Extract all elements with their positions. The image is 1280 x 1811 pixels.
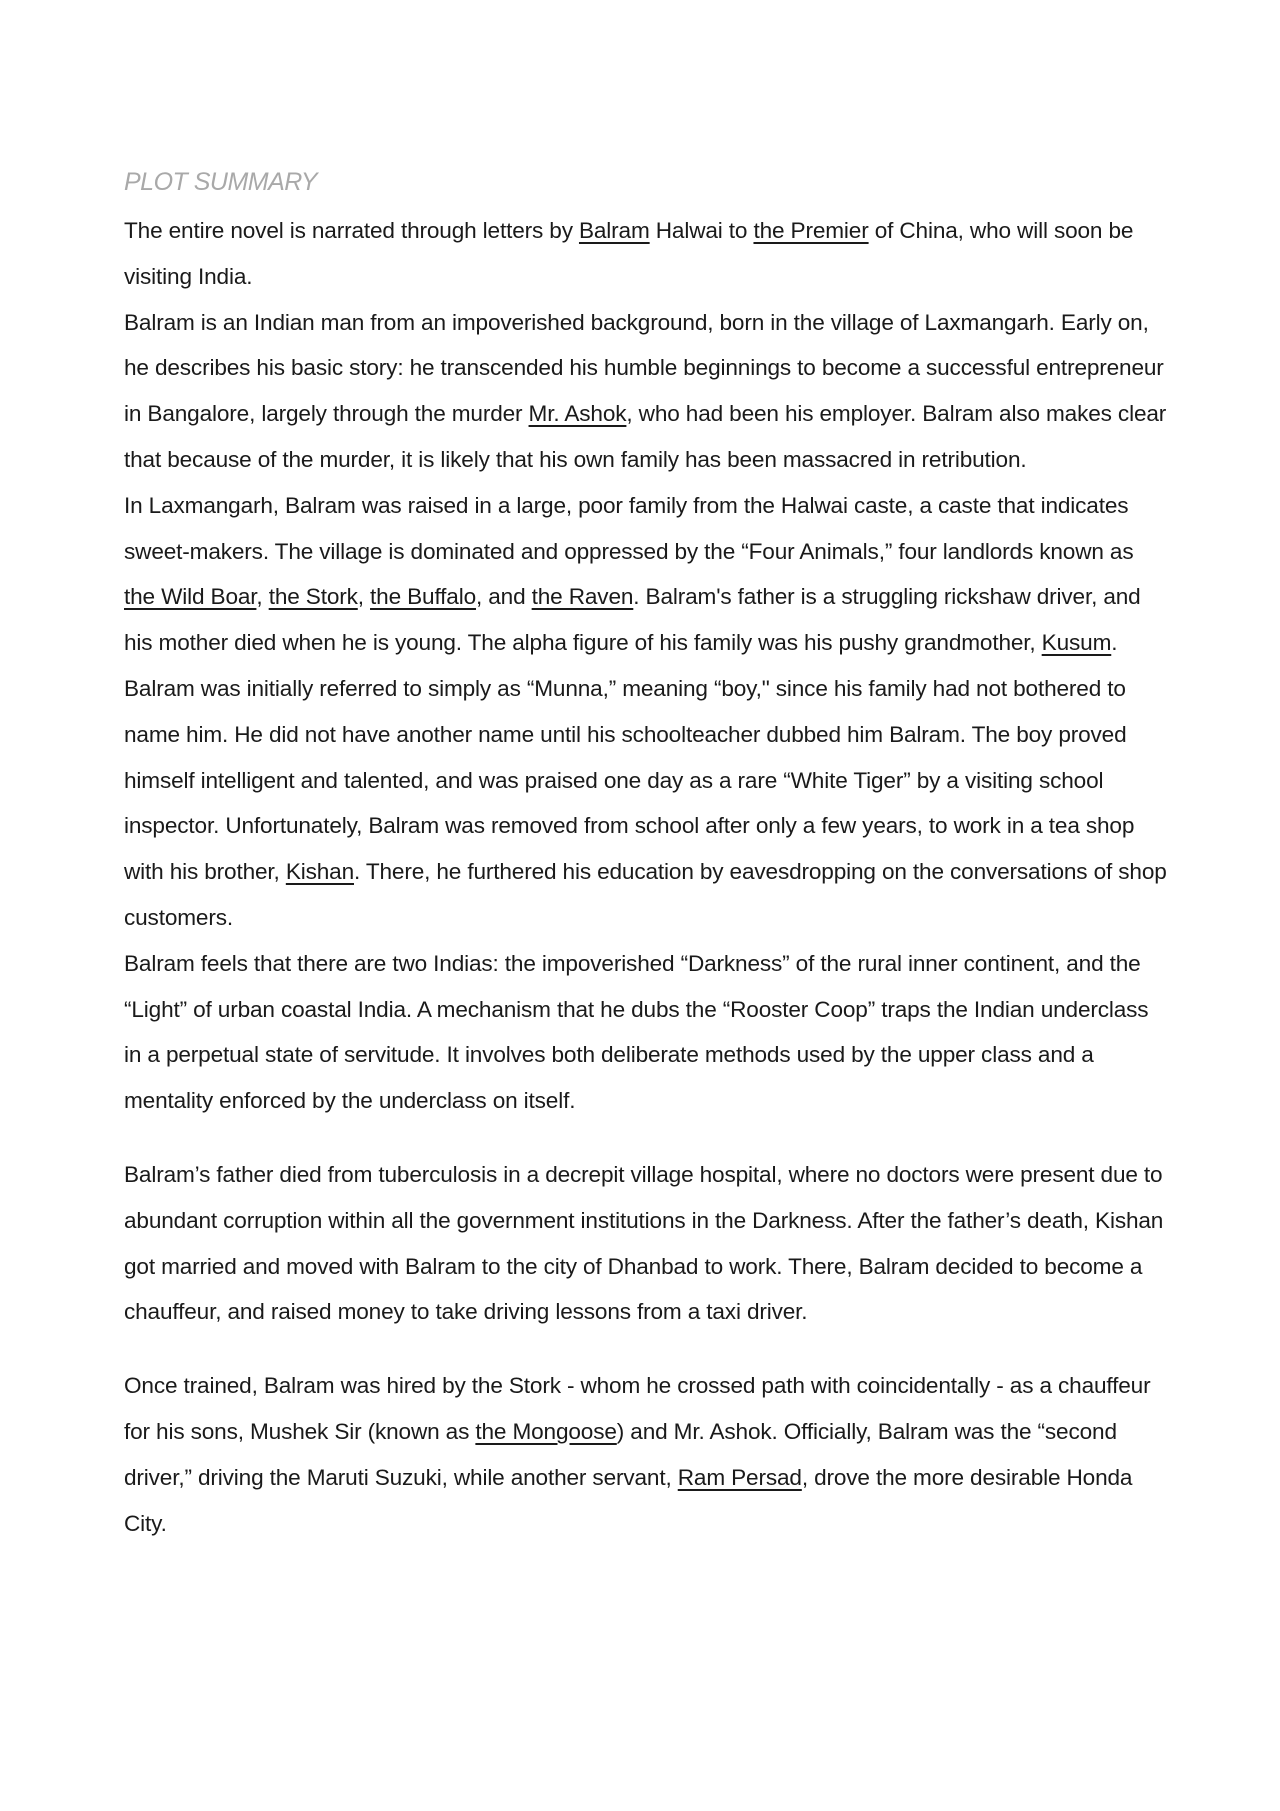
paragraph-7: [124, 1363, 1169, 1546]
paragraph-4: [124, 666, 1169, 941]
text-run: . Balram's father is a struggling rickshaw driver, and his mother died when he is young. The alpha figure of his family was his pushy grandmother,: [124, 584, 1141, 656]
text-run: of China, who will soon be visiting India.: [124, 218, 1134, 289]
link-kishan[interactable]: Kishan: [285, 859, 354, 885]
text-run: , drove the more desirable Honda City.: [124, 1464, 1133, 1536]
link-the-wild-boar[interactable]: the Wild Boar: [124, 584, 257, 610]
text-run: ,: [357, 584, 371, 610]
paragraph-2: [124, 300, 1169, 483]
text-run: .: [1111, 630, 1118, 656]
link-ram-persad[interactable]: Ram Persad: [677, 1464, 802, 1490]
text-run: , and: [476, 584, 532, 610]
link-the-premier[interactable]: the Premier: [753, 218, 869, 243]
text-run: ) and Mr. Ashok. Officially, Balram was the “second driver,” driving the Maruti Suzuki, while another servant,: [124, 1418, 1117, 1490]
section-heading: PLOT SUMMARY: [124, 168, 318, 196]
link-the-raven[interactable]: the Raven: [531, 584, 634, 610]
document-page: [124, 164, 1169, 1546]
link-the-stork[interactable]: the Stork: [268, 584, 358, 610]
link-the-mongoose[interactable]: the Mongoose: [475, 1418, 617, 1444]
paragraph-6: [124, 1152, 1169, 1335]
text-run: Balram was initially referred to simply as “Munna,” meaning “boy," since his family had not bothered to name him. He did not have another name until his schoolteacher dubbed him Balram. The boy proved himself intelligent and talented, and was praised one day as a rare “White Tiger” by a visiting school inspector. Unfortunately, Balram was removed from school after only a few years, to work in a tea shop with his brother,: [124, 675, 1135, 885]
text-run: The entire novel is narrated through letters by: [124, 218, 579, 243]
text-run: In Laxmangarh, Balram was raised in a large, poor family from the Halwai caste, a caste that indicates sweet-makers. The village is dominated and oppressed by the “Four Animals,” four landlords known as: [124, 492, 1134, 564]
link-mr-ashok[interactable]: Mr. Ashok: [528, 401, 627, 427]
text-run: ,: [256, 584, 269, 610]
link-kusum[interactable]: Kusum: [1041, 630, 1112, 656]
text-run: Halwai to: [649, 218, 754, 243]
link-balram[interactable]: Balram: [578, 218, 650, 243]
paragraph-spacer: [124, 1124, 1169, 1152]
paragraph-1: [124, 208, 1169, 300]
paragraph-5: [124, 941, 1169, 1124]
text-run: , who had been his employer. Balram also makes clear that because of the murder, it is likely that his own family has been massacred in retribution.: [124, 401, 1167, 472]
text-run: Once trained, Balram was hired by the Stork - whom he crossed path with coincidentally - as a chauffeur for his sons, Mushek Sir (known as: [124, 1373, 1151, 1444]
paragraph-3: [124, 483, 1169, 666]
text-run: . There, he furthered his education by eavesdropping on the conversations of shop customers.: [124, 859, 1167, 930]
text-run: Balram is an Indian man from an impoverished background, born in the village of Laxmangarh. Early on, he describes his basic story: he transcended his humble beginnings to become a successful entrepreneur in Bangalore, largely through the murder: [124, 309, 1164, 427]
text-run: Balram’s father died from tuberculosis in a decrepit village hospital, where no doctors were present due to abundant corruption within all the government institutions in the Darkness. After the father’s death, Kishan got married and moved with Balram to the city of Dhanbad to work. There, Balram decided to become a chauffeur, and raised money to take driving lessons from a taxi driver.: [124, 1161, 1164, 1325]
paragraph-spacer: [124, 1335, 1169, 1363]
text-run: Balram feels that there are two Indias: the impoverished “Darkness” of the rural inner continent, and the “Light” of urban coastal India. A mechanism that he dubs the “Rooster Coop” traps the Indian underclass in a perpetual state of servitude. It involves both deliberate methods used by the upper class and a mentality enforced by the underclass on itself.: [124, 950, 1149, 1114]
link-the-buffalo[interactable]: the Buffalo: [370, 584, 476, 610]
